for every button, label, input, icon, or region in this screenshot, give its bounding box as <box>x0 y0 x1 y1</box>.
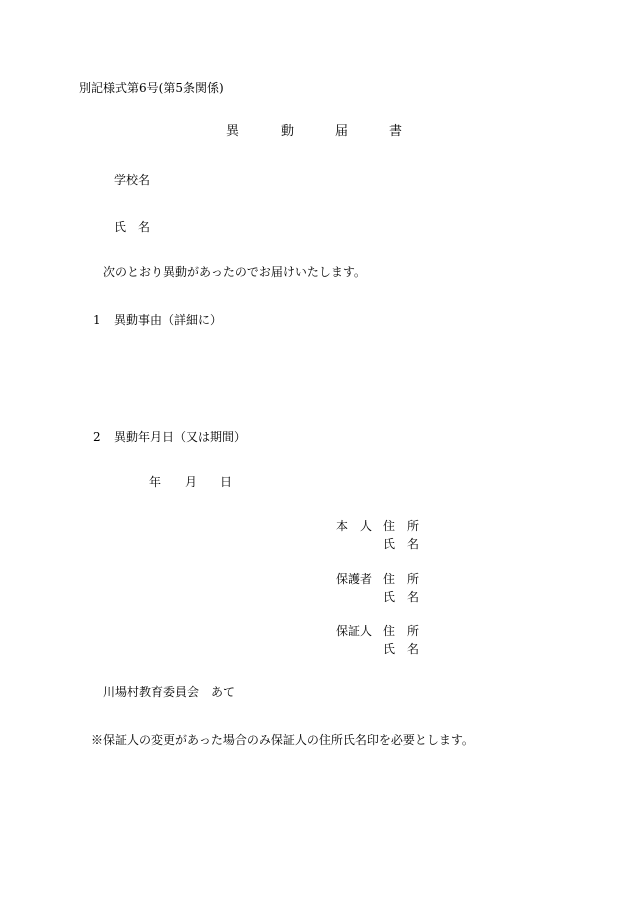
title-char-3: 届 <box>335 124 349 139</box>
footnote: ※保証人の変更があった場合のみ保証人の住所氏名印を必要とします。 <box>91 733 474 747</box>
document-title <box>0 125 630 141</box>
self-name-label: 氏 名 <box>383 537 420 551</box>
intro-text: 次のとおり異動があったのでお届けいたします。 <box>103 265 366 279</box>
addressee: 川場村教育委員会 あて <box>103 685 236 699</box>
guarantor-role: 保証人 <box>336 624 373 638</box>
item1-number: 1 <box>93 313 101 327</box>
item2-number: 2 <box>93 430 101 444</box>
title-char-1: 異 <box>226 124 240 139</box>
title-char-4: 書 <box>389 124 403 139</box>
item2-label: 異動年月日（又は期間） <box>114 430 247 444</box>
guardian-name-label: 氏 名 <box>383 590 420 604</box>
guarantor-address-label: 住 所 <box>383 624 420 638</box>
self-role: 本 人 <box>336 519 373 533</box>
date-day: 日 <box>220 475 233 489</box>
guardian-address-label: 住 所 <box>383 572 420 586</box>
guardian-role: 保護者 <box>336 572 373 586</box>
title-char-2: 動 <box>281 124 295 139</box>
self-address-label: 住 所 <box>383 519 420 533</box>
date-year: 年 <box>149 475 162 489</box>
school-label: 学校名 <box>114 173 151 187</box>
name-label: 氏 名 <box>114 220 151 234</box>
form-number: 別記様式第6号(第5条関係) <box>79 81 224 95</box>
guarantor-name-label: 氏 名 <box>383 642 420 656</box>
date-month: 月 <box>185 475 198 489</box>
item1-label: 異動事由（詳細に） <box>114 313 223 327</box>
